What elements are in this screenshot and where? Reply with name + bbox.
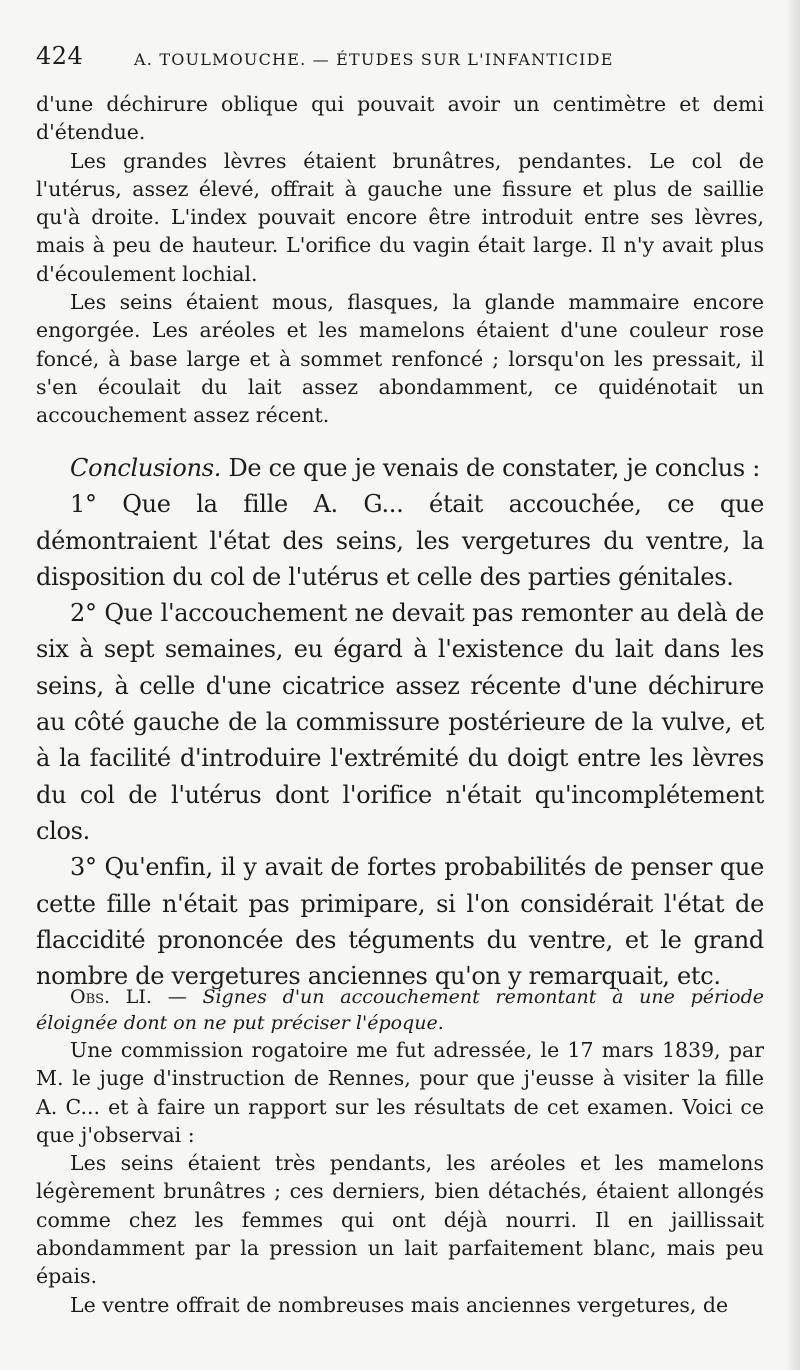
conclusion-item: 3° Qu'enfin, il y avait de fortes probabilités de penser que cette fille n'était pas primipare, si l'on considérait l'état de flaccidité prononcée des téguments du ventre, et le grand nombre de vergetures anciennes qu'on y remarquait, etc.	[36, 853, 764, 991]
paragraph: Une commission rogatoire me fut adressée, le 17 mars 1839, par M. le juge d'instruction de Rennes, pour que j'eusse à visiter la fille A. C... et à faire un rapport sur les résultats de cet examen. Voici ce que j'observai :	[36, 1038, 764, 1147]
page-number: 424	[36, 42, 84, 70]
observation-label: Obs. LI.	[70, 986, 152, 1008]
paragraph: Les seins étaient très pendants, les aréoles et les mamelons légèrement brunâtres ; ces derniers, bien détachés, étaient allongés comme chez les femmes qui ont déjà nourri. Il en jaillissait abondamment par la pression un lait parfaitement blanc, mais peu épais.	[36, 1151, 764, 1289]
observation-title: Signes d'un accouchement remontant à une période éloignée dont on ne put préciser l'époque.	[36, 986, 764, 1034]
conclusions-label: Conclusions.	[70, 454, 222, 482]
observation-dash: —	[151, 986, 203, 1008]
paragraph: Le ventre offrait de nombreuses mais anciennes vergetures, de	[70, 1292, 729, 1317]
observation-heading	[36, 984, 764, 1036]
conclusion-item: 1° Que la fille A. G... était accouchée, ce que démontraient l'état des seins, les vergetures du ventre, la disposition du col de l'utérus et celle des parties génitales.	[36, 490, 764, 591]
conclusion-item: 2° Que l'accouchement ne devait pas remonter au delà de six à sept semaines, eu égard à l'existence du lait dans les seins, à celle d'une cicatrice assez récente d'une déchirure au côté gauche de la commissure postérieure de la vulve, et à la facilité d'introduire l'extrémité du doigt entre les lèvres du col de l'utérus dont l'orifice n'était qu'incomplétement clos.	[36, 599, 764, 845]
page-header	[36, 42, 766, 76]
paragraph: d'une déchirure oblique qui pouvait avoir un centimètre et demi d'étendue.	[36, 92, 764, 145]
conclusions-intro: De ce que je venais de constater, je conclus :	[228, 454, 761, 482]
observation-section	[36, 984, 764, 1319]
conclusions-heading	[36, 450, 764, 486]
continuation-text	[36, 90, 764, 430]
page-edge-shadow	[786, 0, 800, 1370]
running-head: A. TOULMOUCHE. — ÉTUDES SUR L'INFANTICIDE	[134, 50, 614, 69]
conclusions-section	[36, 450, 764, 994]
paragraph: Les grandes lèvres étaient brunâtres, pendantes. Le col de l'utérus, assez élevé, offrait à gauche une fissure et plus de saillie qu'à droite. L'index pouvait encore être introduit entre ses lèvres, mais à peu de hauteur. L'orifice du vagin était large. Il n'y avait plus d'écoulement lochial.	[36, 148, 764, 286]
paragraph: Les seins étaient mous, flasques, la glande mammaire encore engorgée. Les aréoles et les mamelons étaient d'une couleur rose foncé, à base large et à sommet renfoncé ; lorsqu'on les pressait, il s'en écoulait du lait assez abondamment, ce quidénotait un accouchement assez récent.	[36, 290, 764, 428]
